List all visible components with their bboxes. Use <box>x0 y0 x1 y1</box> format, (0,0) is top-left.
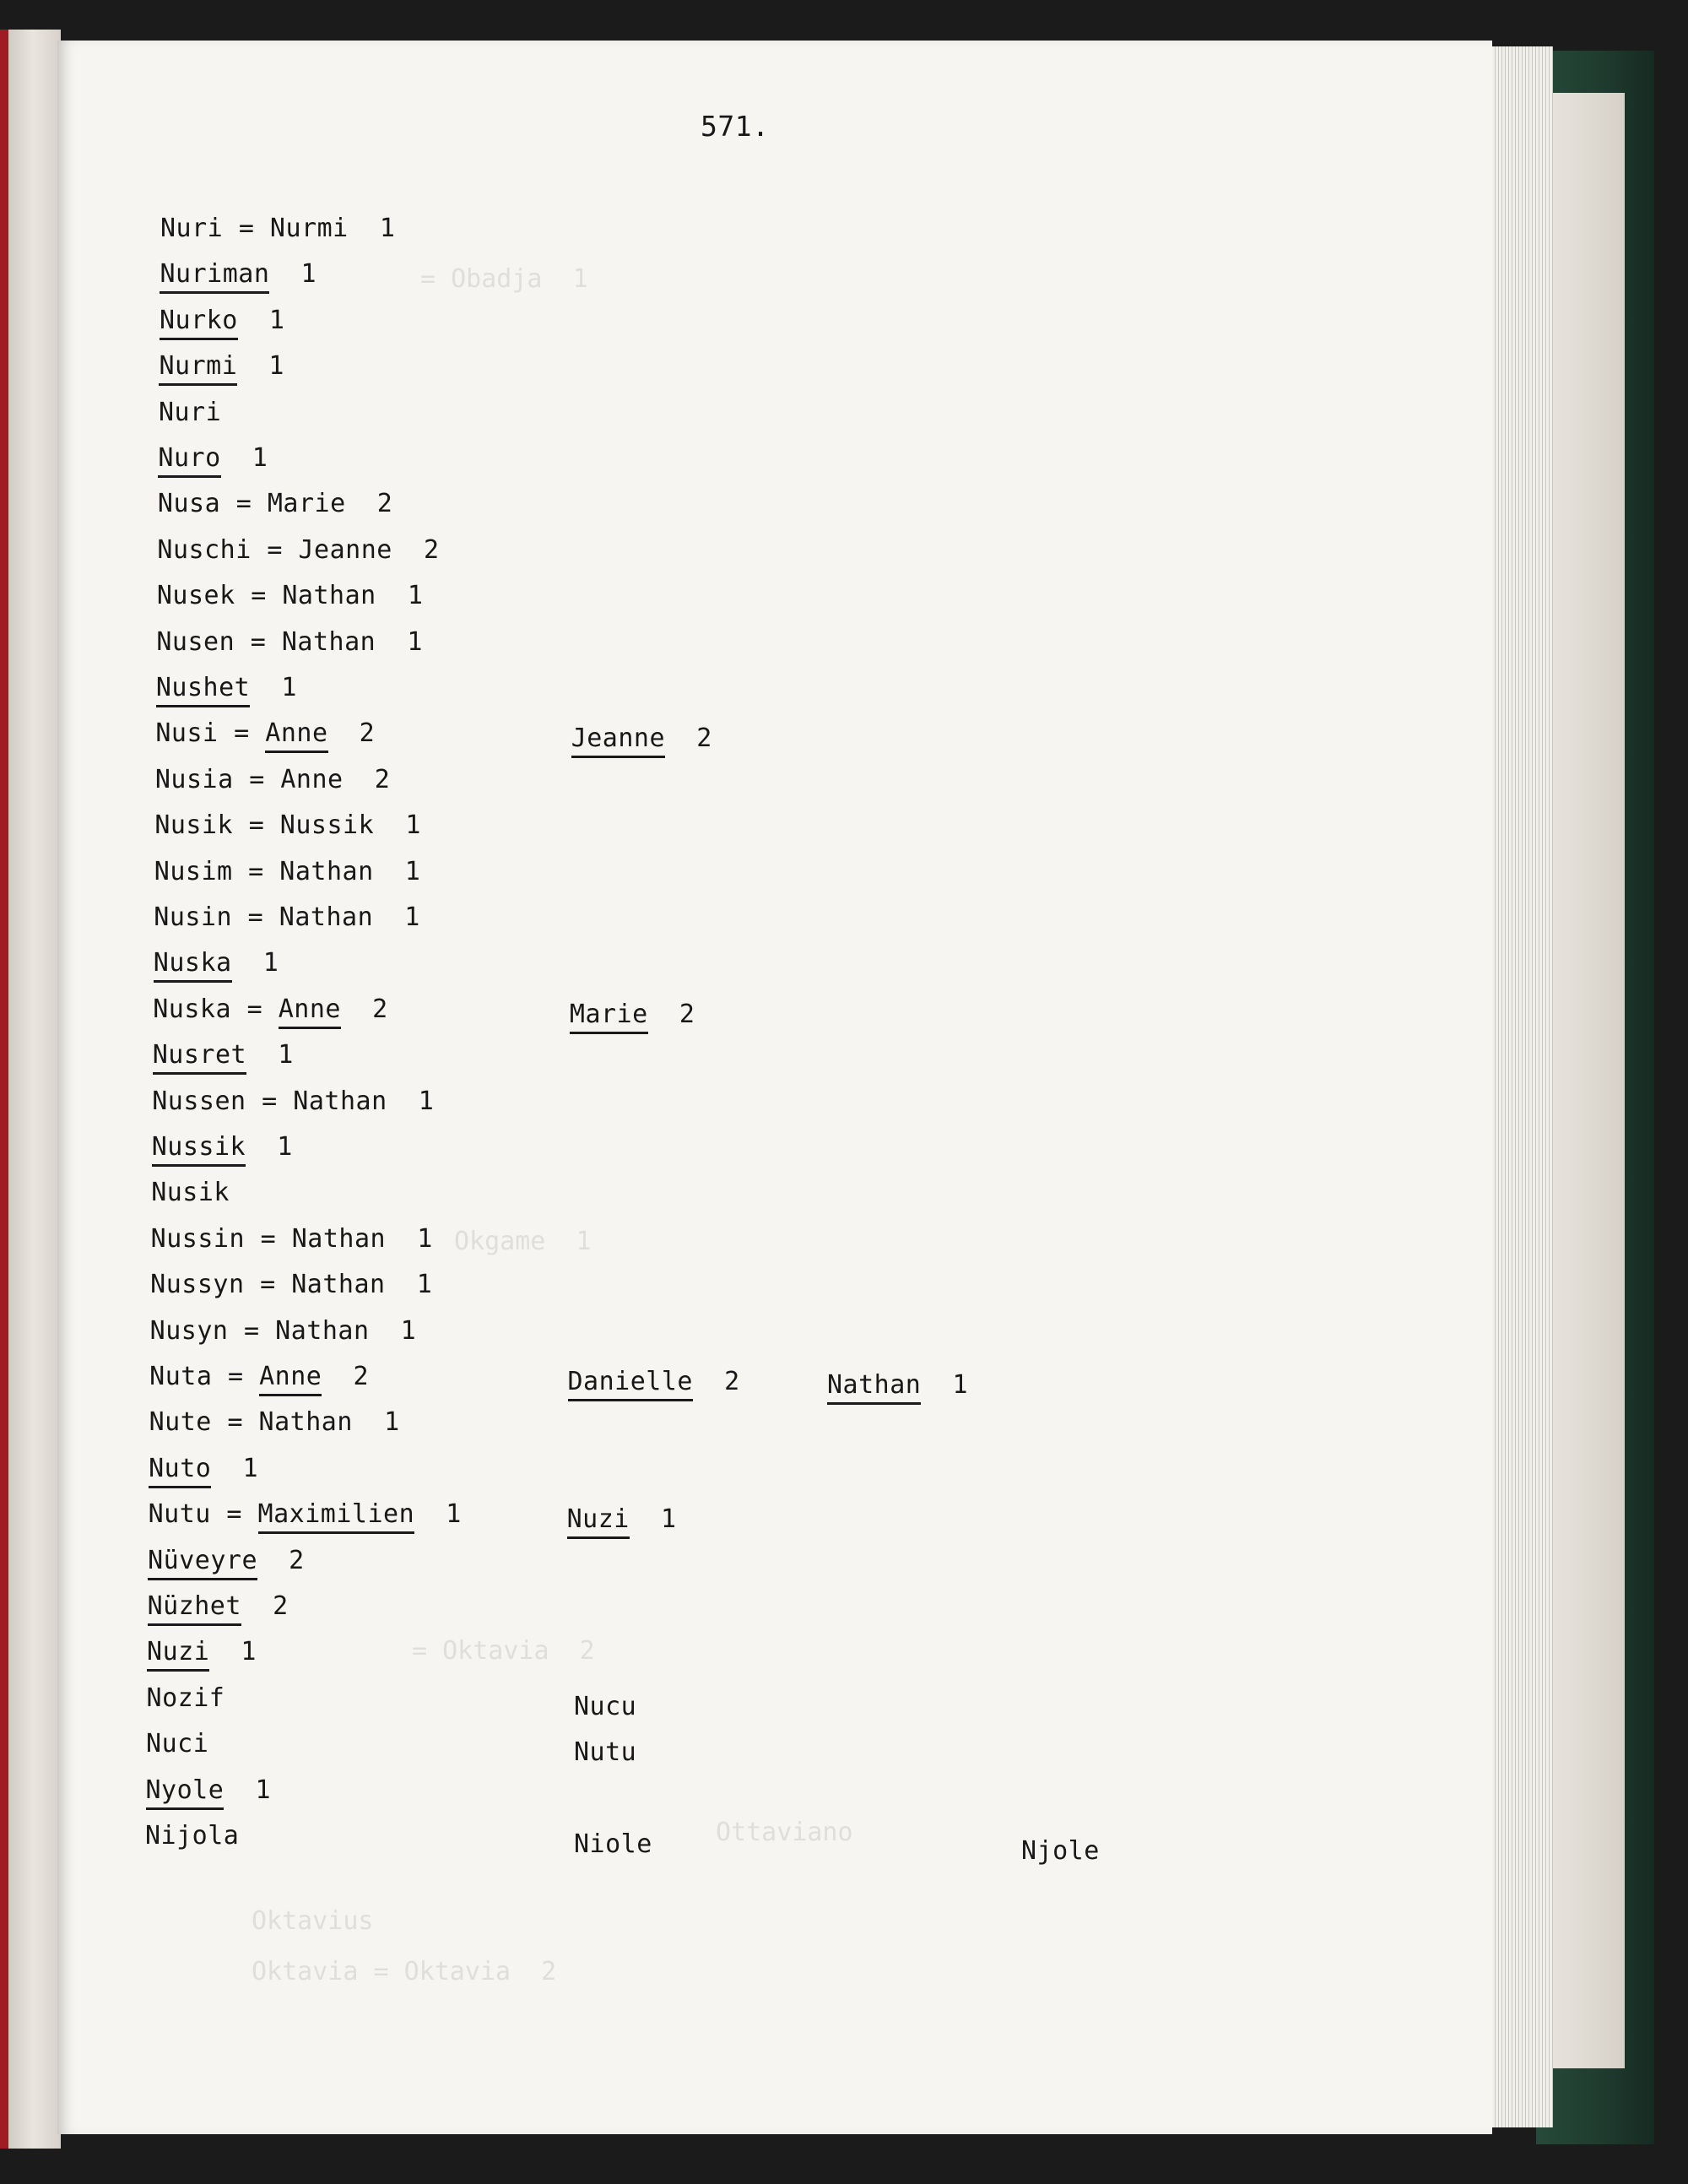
entry-name: Nuta <box>149 1362 213 1391</box>
entry-reference-name: Maximilien <box>257 1499 415 1530</box>
entry-name: Nuzi <box>566 1504 630 1535</box>
entry-count: 1 <box>416 1270 433 1300</box>
entry-column-1 <box>145 1821 239 1851</box>
entry-name: Nutu <box>148 1499 211 1530</box>
entry-count: 1 <box>281 673 297 702</box>
entry-reference: = Marie <box>235 489 346 519</box>
entry-reference-name: Anne <box>265 718 328 749</box>
entry-column-1 <box>149 1407 400 1437</box>
entry-name: Nyole <box>145 1775 225 1805</box>
entry-column-1 <box>148 1546 305 1575</box>
entry-column-1 <box>156 627 423 657</box>
bleed-through-text: Oktavius <box>252 1906 374 1936</box>
entry-column-2 <box>574 1829 652 1859</box>
entry-column-1 <box>149 1454 258 1483</box>
entry-name: Nusyn <box>149 1315 229 1346</box>
entry-column-1 <box>157 535 439 565</box>
entry-column-1 <box>154 810 421 840</box>
entry-name: Nüveyre <box>148 1545 258 1575</box>
entry-column-2 <box>574 1737 636 1767</box>
entry-column-1 <box>156 673 297 702</box>
page <box>57 41 1492 2134</box>
entry-count: 1 <box>277 1132 293 1162</box>
page-number: 571. <box>701 110 770 143</box>
entry-name: Nuri <box>158 397 222 427</box>
entry-column-1 <box>160 259 316 289</box>
entry-column-1 <box>153 1040 294 1070</box>
entry-count: 2 <box>359 718 376 749</box>
entry-name: Nussin <box>150 1223 246 1254</box>
entry-name: Nucu <box>574 1691 637 1721</box>
entry-name: Jeanne <box>571 723 666 754</box>
entry-name: Danielle <box>567 1367 693 1396</box>
entry-name: Nushet <box>155 673 251 702</box>
entry-name: Nutu <box>574 1737 637 1768</box>
entry-reference: = Nurmi <box>238 214 349 243</box>
entry-column-1 <box>155 718 375 748</box>
entry-count: 2 <box>423 534 440 565</box>
entry-name: Njole <box>1021 1836 1100 1866</box>
entry-count: 1 <box>404 856 421 886</box>
entry-name: Nurko <box>159 305 238 335</box>
entry-count: 1 <box>268 305 285 335</box>
entry-column-1 <box>150 1316 417 1346</box>
bleed-through-text: Oktavia = Oktavia 2 <box>252 1957 557 1986</box>
entry-name: Nusret <box>152 1040 247 1070</box>
entry-count: 2 <box>376 489 393 519</box>
entry-reference: = Nathan <box>244 1315 370 1346</box>
entry-column-1 <box>153 994 387 1024</box>
entry-column-1 <box>157 581 424 610</box>
entry-column-3 <box>827 1370 968 1400</box>
bleed-through-text: = Obadja 1 <box>420 264 588 294</box>
bleed-through-text: = Oktavia 2 <box>412 1636 595 1666</box>
entry-count: 1 <box>404 902 420 932</box>
entry-count: 1 <box>300 259 317 290</box>
entry-count: 1 <box>262 948 279 978</box>
entry-reference: = Anne <box>249 764 344 794</box>
entry-name: Nuriman <box>160 259 270 290</box>
entry-column-1 <box>160 214 395 243</box>
entry-column-1 <box>151 1178 230 1207</box>
bleed-through-text: Ottaviano <box>716 1818 853 1847</box>
entry-count: 1 <box>400 1315 417 1346</box>
entry-column-1 <box>152 1132 293 1162</box>
entry-column-2 <box>574 1692 636 1721</box>
entry-count: 2 <box>374 764 391 794</box>
entry-column-2 <box>567 1504 677 1534</box>
entry-name: Nusa <box>157 489 221 519</box>
entry-count: 1 <box>407 626 423 657</box>
entry-count: 1 <box>660 1504 677 1535</box>
entry-column-1 <box>148 1591 289 1621</box>
entry-column-1 <box>154 902 420 932</box>
entry-count: 1 <box>446 1499 462 1530</box>
entry-reference: = <box>234 718 266 749</box>
bleed-through-text: Okgame 1 <box>454 1227 592 1256</box>
entry-count: 2 <box>724 1367 740 1396</box>
entry-column-3 <box>1021 1836 1100 1866</box>
entry-column-2 <box>568 1367 740 1396</box>
entry-name: Nusen <box>156 626 235 657</box>
entry-column-1 <box>147 1683 225 1713</box>
entry-count: 1 <box>242 1453 259 1483</box>
entry-count: 1 <box>379 214 396 243</box>
entry-column-1 <box>146 1729 208 1759</box>
entry-column-1 <box>146 1775 272 1805</box>
entry-name: Nuschi <box>157 534 252 565</box>
entry-column-2 <box>571 723 712 753</box>
entry-count: 2 <box>679 999 695 1029</box>
entry-count: 1 <box>252 443 268 473</box>
entry-name: Nathan <box>827 1370 922 1400</box>
entry-count: 2 <box>273 1591 289 1621</box>
entry-count: 1 <box>417 1223 433 1254</box>
entry-column-1 <box>158 443 268 473</box>
entry-reference-name: Anne <box>259 1362 322 1391</box>
entry-reference: = Nathan <box>262 1086 387 1116</box>
entry-name: Nute <box>149 1407 212 1438</box>
entry-reference: = Nathan <box>251 581 376 611</box>
entry-reference: = <box>227 1362 260 1391</box>
entry-reference: = Nathan <box>227 1407 353 1438</box>
entry-reference: = Nathan <box>247 902 374 932</box>
entry-name: Nuro <box>158 443 221 473</box>
entry-reference: = Nathan <box>248 856 374 886</box>
entry-reference: = Nathan <box>260 1270 386 1300</box>
entry-name: Nusek <box>156 581 235 611</box>
entry-count: 2 <box>696 723 712 754</box>
entry-name: Nüzhet <box>147 1591 241 1621</box>
left-page-red-edge <box>0 30 8 2149</box>
entry-name: Marie <box>569 999 648 1029</box>
entry-column-1 <box>160 306 285 335</box>
entry-name: Nussyn <box>150 1270 245 1300</box>
entry-reference: = Jeanne <box>267 534 392 565</box>
entry-name: Nijola <box>145 1821 240 1851</box>
entry-column-1 <box>149 1362 369 1391</box>
page-block-edge <box>1553 93 1625 2068</box>
entry-reference: = Nathan <box>250 626 376 657</box>
entry-count: 1 <box>407 581 424 611</box>
entry-name: Nuzi <box>147 1637 210 1667</box>
entry-count: 2 <box>289 1545 305 1575</box>
entry-column-1 <box>158 489 392 518</box>
entry-count: 1 <box>278 1040 294 1070</box>
entry-name: Nuci <box>146 1729 209 1759</box>
entry-name: Nusin <box>154 902 233 932</box>
entry-count: 1 <box>241 1637 257 1667</box>
entry-count: 2 <box>372 994 388 1024</box>
entry-column-1 <box>150 1270 432 1299</box>
entry-column-1 <box>159 351 284 381</box>
entry-reference: = Nathan <box>260 1223 387 1254</box>
entry-count: 1 <box>384 1407 400 1438</box>
entry-name: Nussen <box>152 1086 246 1116</box>
entry-column-1 <box>154 948 279 978</box>
entry-count: 2 <box>353 1362 370 1391</box>
entry-column-1 <box>155 765 390 794</box>
entry-column-2 <box>570 1000 695 1029</box>
entry-name: Nusim <box>154 856 233 886</box>
entry-count: 1 <box>405 810 421 841</box>
entry-name: Nurmi <box>159 351 238 382</box>
entry-count: 1 <box>255 1775 271 1805</box>
entry-name: Nozif <box>146 1683 225 1713</box>
entry-name: Nusia <box>154 764 234 794</box>
entry-reference: = <box>246 994 279 1024</box>
entry-name: Nuska <box>153 994 232 1024</box>
entry-count: 1 <box>952 1370 969 1400</box>
entry-column-1 <box>147 1637 257 1666</box>
entry-reference: = <box>226 1499 258 1530</box>
entry-column-1 <box>154 857 421 886</box>
entry-reference-name: Anne <box>278 994 341 1024</box>
entry-column-1 <box>151 1224 433 1254</box>
entry-name: Nuto <box>149 1453 212 1483</box>
entry-column-1 <box>152 1087 434 1116</box>
entry-name: Nussik <box>151 1132 246 1162</box>
entry-count: 1 <box>268 351 284 382</box>
entry-name: Niole <box>574 1829 652 1859</box>
entry-name: Nusik <box>154 810 234 841</box>
entry-name: Nuri <box>160 214 224 243</box>
entry-name: Nusi <box>155 718 219 749</box>
entry-column-1 <box>149 1499 462 1529</box>
entry-reference: = Nussik <box>248 810 375 841</box>
entry-name: Nusik <box>151 1178 230 1208</box>
entry-column-1 <box>159 398 221 427</box>
entry-count: 1 <box>418 1086 435 1116</box>
entry-name: Nuska <box>153 948 232 978</box>
left-page-edge <box>0 30 61 2149</box>
